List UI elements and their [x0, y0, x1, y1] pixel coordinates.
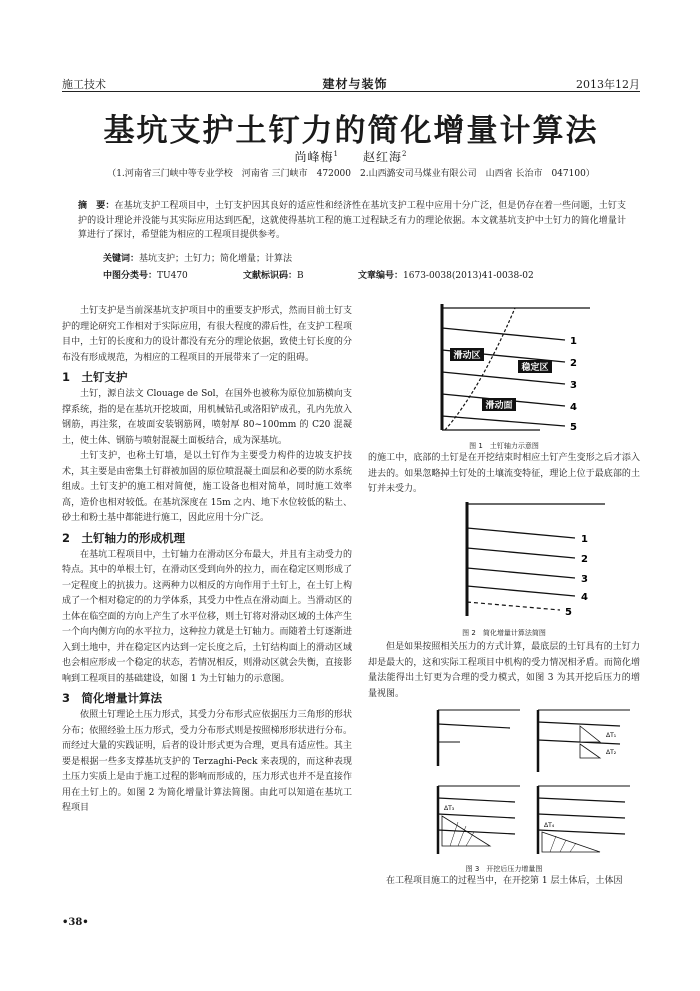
fig2-nail-4 — [467, 586, 575, 596]
clc-number — [103, 268, 188, 281]
fig3-dt4: ΔT₄ — [544, 822, 555, 829]
fig2-num-5: 5 — [565, 607, 572, 618]
journal-date: 2013年12月 — [576, 78, 640, 91]
fig1-num-2: 2 — [570, 358, 577, 369]
section-3-title: 3 简化增量计算法 — [62, 691, 163, 705]
fig2-nail-1 — [467, 528, 575, 538]
abstract-text: 在基坑支护工程项目中，土钉支护因其良好的适应性和经济性在基坑支护工程中应用十分广泛，但是仍存在着一些问题，土钉支护的设计理论并没能与其实际应用达到匹配，这就使得基坑工程的施工过程缺乏有力的理论依据。本文就基坑支护中土钉力的简化增量计算进行了探讨，希望能为相应的工程项目提供参考。 — [78, 201, 626, 240]
fig1-num-5: 5 — [570, 422, 577, 433]
header-rule — [62, 91, 640, 92]
fig1-slip-surface — [445, 308, 515, 430]
fig3-dt1: ΔT₁ — [606, 732, 617, 739]
author-line — [62, 148, 640, 165]
fig1-num-4: 4 — [570, 402, 577, 413]
journal-name: 建材与装饰 — [322, 77, 388, 91]
author-1-sup: 1 — [333, 150, 339, 158]
fig2-nail-3 — [467, 568, 575, 578]
fig3-dt3: ΔT₃ — [444, 805, 455, 812]
abstract-label: 摘 要： — [78, 201, 115, 211]
fig2-nail-5 — [467, 602, 560, 610]
fig2-num-4: 4 — [581, 592, 588, 603]
section-2-title: 2 土钉轴力的形成机理 — [62, 530, 186, 545]
section-1-title: 1 土钉支护 — [62, 370, 128, 384]
keywords — [103, 251, 623, 264]
fig1-num-1: 1 — [570, 336, 577, 347]
fig3-panel-3 — [438, 786, 520, 854]
intro-paragraph: 土钉支护是当前深基坑支护项目中的重要支护形式，然而目前土钉支护的理论研究工作相对于实际应用，有很大程度的滞后性，在支护工程项目中，土钉的长度和力的设计都没有充分的理论依据，致使土钉长度的分布没有形成规范，为相应的工程项目的开展带来了一定的阻碍。 — [62, 306, 352, 363]
page-number: •38• — [62, 917, 89, 928]
figure-3-diagram — [430, 706, 640, 858]
section-3-paragraph-1: 依照土钉理论土压力形式，其受力分布形式应依据压力三角形的形状分布；依照经验土压力形式，受力分布形式则是按照梯形形状进行分布。而经过大量的实践证明，后者的设计形式更为合理，更具有适应性。其主要是根据一些多支撑基坑支护的 Terzaghi-Peck 来表现的，而这种表现土压力实质上是由于施工过程的影响而形成的，压力形式也并不是直接作用在土钉上的。如图 2 为简化增量计算法简图。由此可以知道在基坑工程项目 — [62, 710, 352, 813]
keywords-text: 基坑支护；土钉力；简化增量；计算法 — [139, 254, 293, 264]
author-2: 赵红海 — [363, 150, 403, 164]
author-1: 尚峰梅 — [294, 150, 334, 164]
article-label: 文章编号： — [358, 271, 404, 281]
fig1-active-label: 滑动面 — [485, 401, 513, 411]
paper-title: 基坑支护土钉力的简化增量计算法 — [103, 113, 599, 149]
keywords-label: 关键词： — [103, 254, 140, 264]
section-1-paragraph-1: 土钉，源自法文 Clouage de Sol，在国外也被称为原位加筋横向支撑系统，指的是在基坑开挖坡面，用机械钻孔或洛阳铲成孔，孔内先放入钢筋，再注浆，在坡面安装钢筋网，喷射厚 80~100mm 的 C20 混凝土，使土体、钢筋与喷射混凝土面板结合，成为深基坑。 — [62, 389, 352, 446]
right-paragraph-3: 在工程项目施工的过程当中，在开挖第 1 层土体后，土体因 — [386, 876, 623, 886]
abstract — [78, 199, 626, 243]
article-number — [358, 268, 534, 281]
fig1-slide-label: 滑动区 — [453, 351, 481, 361]
figure-3-caption: 图 3 开挖后压力增量图 — [465, 865, 543, 873]
fig2-num-2: 2 — [581, 554, 588, 565]
figure-2-caption: 图 2 简化增量计算法简图 — [462, 629, 546, 637]
fig1-nail-5 — [442, 416, 565, 426]
clc-label: 中图分类号： — [103, 271, 158, 281]
figure-1-caption: 图 1 土钉轴力示意图 — [469, 442, 539, 450]
doc-value: B — [297, 271, 304, 281]
right-paragraph-3-block — [368, 874, 640, 890]
fig2-num-3: 3 — [581, 574, 588, 585]
fig3-panel-1 — [438, 710, 520, 766]
fig2-nail-2 — [467, 548, 575, 558]
fig2-num-1: 1 — [581, 534, 588, 545]
figure-1-diagram — [420, 300, 620, 440]
clc-value: TU470 — [157, 271, 188, 281]
section-2-paragraph-1: 在基坑工程项目中，土钉轴力在滑动区分布最大，并且有主动受力的特点。其中的单根土钉，在滑动区受到向外的拉力，而在稳定区则形成了一定程度上的抗拔力。这两种力以相反的方向作用于土钉上，在土钉上构成了一个相对稳定的的力学体系，其受力中性点在滑动面上。当滑动区的土体在临空面的方向上产生了水平位移，则土钉将对滑动区域的土体产生一个向内侧方向的水平拉力，这种拉力就是土钉轴力。而随着土钉逐渐进入到土地中，并在稳定区内达到一定长度之后，土钉结构面上的滑动区域也会相应形成一个稳定的状态，若情况相反，则滑动区就会失衡，直接影响到工程项目的基础建设，如图 1 为土钉轴力的示意图。 — [62, 549, 352, 684]
section-1-paragraph-2: 土钉支护，也称土钉墙，是以土钉作为主要受力构件的边坡支护技术，其主要是由密集土钉群被加固的原位喷混凝土面层和必要的防水系统组成。土钉支护的施工相对简便，施工设备也相对简单，同时施工效率高，造价也相对较低。在基坑深度在 15m 之内、地下水位较低的粘土、砂土和粉土基中都能进行施工，因此应用十分广泛。 — [62, 451, 352, 523]
right-paragraph-1: 的施工中，底部的土钉是在开挖结束时相应土钉产生变形之后才添入进去的。如果忽略掉土钉处的土壤流变特征，理论上位于最底部的土钉并未受力。 — [368, 453, 640, 494]
journal-section-label: 施工技术 — [62, 78, 106, 91]
fig1-nail-3 — [442, 372, 565, 384]
fig1-num-3: 3 — [570, 380, 577, 391]
right-paragraph-1-block — [368, 451, 640, 498]
affiliation: （1.河南省三门峡中等专业学校 河南省 三门峡市 472000 2.山西潞安司马煤业有限公司 山西省 长治市 047100） — [107, 169, 595, 179]
doc-label: 文献标识码： — [243, 271, 298, 281]
fig3-dt2: ΔT₂ — [606, 749, 617, 756]
doc-code — [243, 268, 304, 281]
fig1-stable-label: 稳定区 — [521, 363, 549, 373]
right-paragraph-2-block — [368, 640, 640, 702]
author-2-sup: 2 — [402, 150, 408, 158]
figure-2-diagram — [455, 498, 625, 623]
left-column — [62, 304, 352, 817]
right-paragraph-2: 但是如果按照相关压力的方式计算，最底层的土钉具有的土钉力却是最大的，这和实际工程项目中机构的受力情况相矛盾。而简化增量法能得出土钉更为合理的受力模式，如图 3 为其开挖后压力的增量视图。 — [368, 642, 640, 699]
fig3-panel-2 — [538, 710, 630, 772]
article-value: 1673-0038(2013)41-0038-02 — [403, 271, 534, 281]
fig3-panel-4 — [538, 786, 630, 854]
